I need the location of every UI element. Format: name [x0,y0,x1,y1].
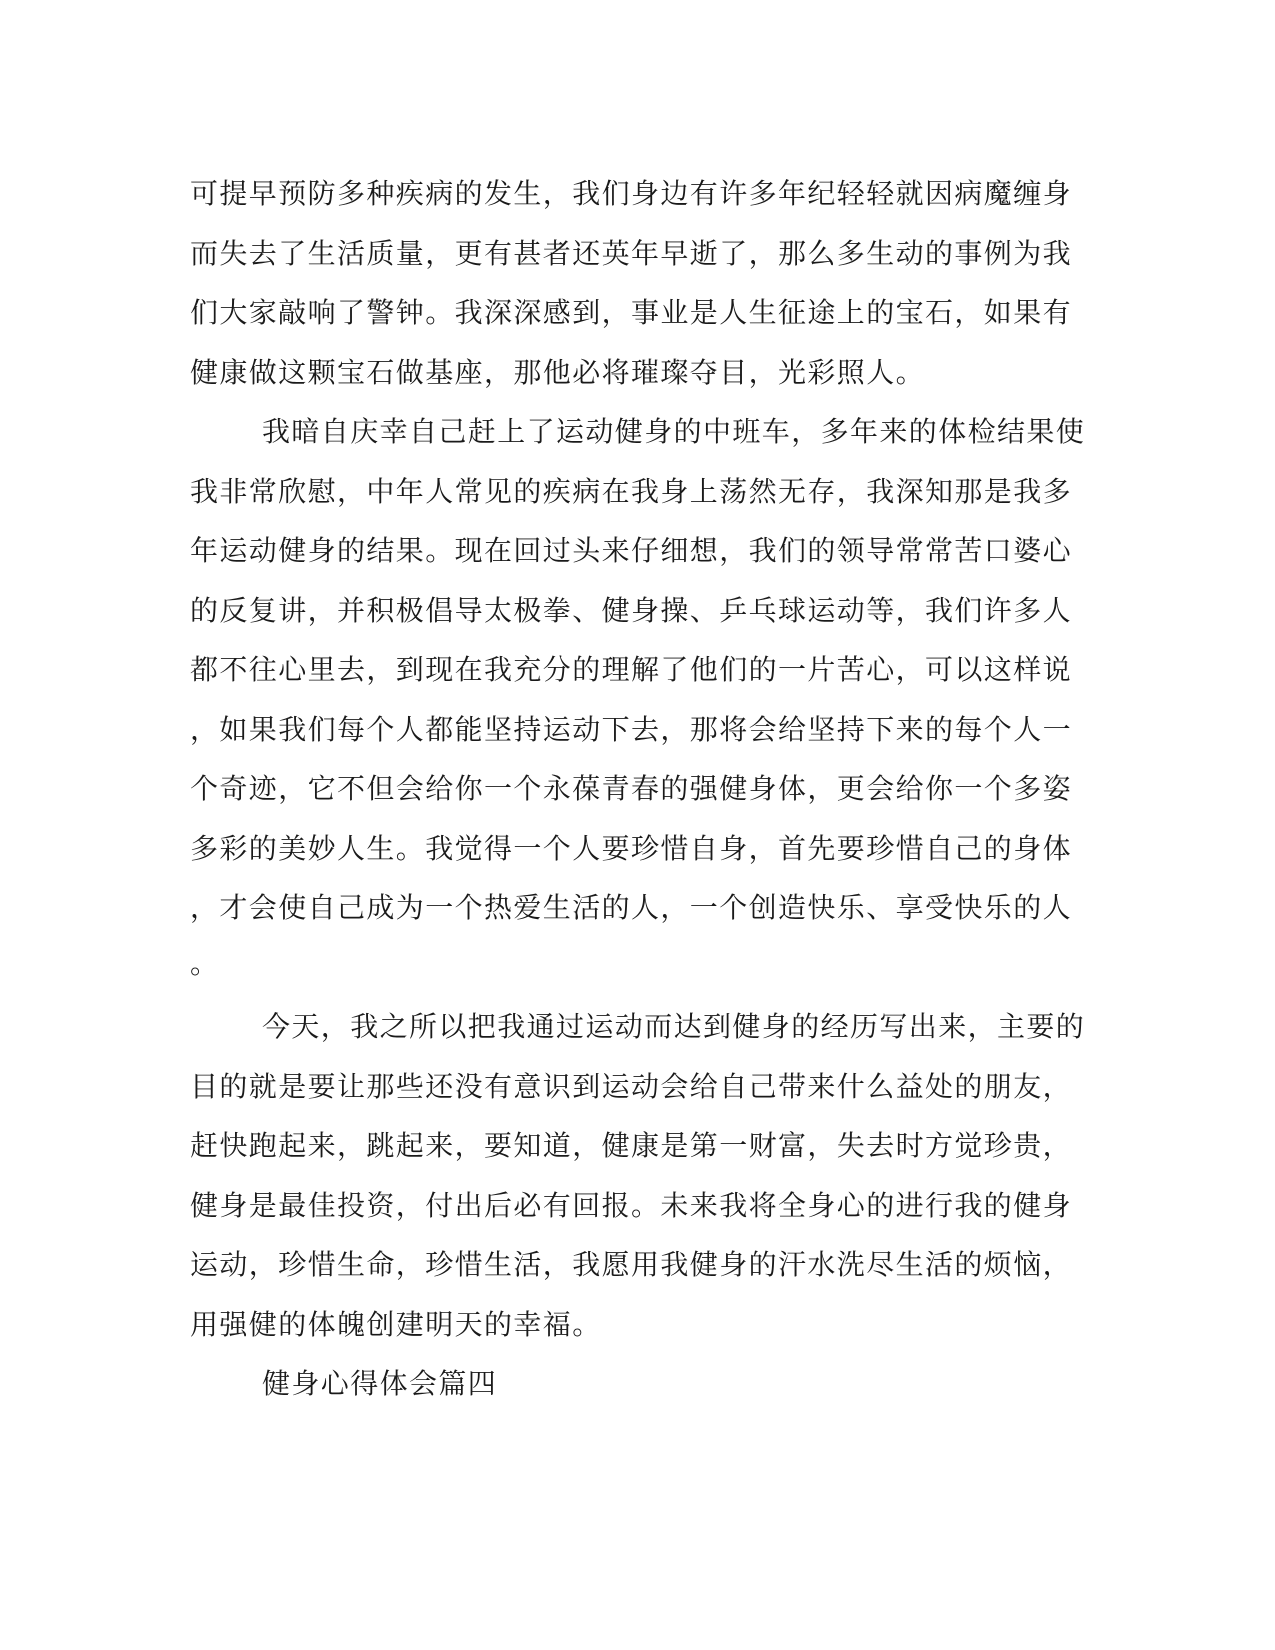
paragraph-line: 的反复讲，并积极倡导太极拳、健身操、乒乓球运动等，我们许多人 [190,594,1073,627]
paragraph-line: 用强健的体魄创建明天的幸福。 [190,1308,602,1341]
paragraph-line: 运动，珍惜生命，珍惜生活，我愿用我健身的汗水洗尽生活的烦恼， [190,1248,1073,1281]
paragraph-line: 健身是最佳投资，付出后必有回报。未来我将全身心的进行我的健身 [190,1189,1073,1222]
paragraph-line: 健康做这颗宝石做基座，那他必将璀璨夺目，光彩照人。 [190,356,926,389]
paragraph-line: ，如果我们每个人都能坚持运动下去，那将会给坚持下来的每个人一 [190,713,1073,746]
paragraph-line: 。 [190,947,220,980]
paragraph-line: 年运动健身的结果。现在回过头来仔细想，我们的领导常常苦口婆心 [190,534,1073,567]
paragraph-line: ，才会使自己成为一个热爱生活的人，一个创造快乐、享受快乐的人 [190,891,1073,924]
paragraph-line: 个奇迹，它不但会给你一个永葆青春的强健身体，更会给你一个多姿 [190,772,1073,805]
section-heading: 健身心得体会篇四 [262,1367,498,1400]
paragraph-line: 赶快跑起来，跳起来，要知道，健康是第一财富，失去时方觉珍贵， [190,1129,1073,1162]
paragraph-line: 多彩的美妙人生。我觉得一个人要珍惜自身，首先要珍惜自己的身体 [190,832,1073,865]
paragraph-line: 们大家敲响了警钟。我深深感到，事业是人生征途上的宝石，如果有 [190,296,1073,329]
paragraph-line: 可提早预防多种疾病的发生，我们身边有许多年纪轻轻就因病魔缠身 [190,177,1073,210]
paragraph-line: 目的就是要让那些还没有意识到运动会给自己带来什么益处的朋友， [190,1070,1073,1103]
paragraph-line: 我非常欣慰，中年人常见的疾病在我身上荡然无存，我深知那是我多 [190,475,1073,508]
paragraph-line: 我暗自庆幸自己赶上了运动健身的中班车，多年来的体检结果使 [262,415,1086,448]
paragraph-line: 都不往心里去，到现在我充分的理解了他们的一片苦心，可以这样说 [190,653,1073,686]
paragraph-line: 而失去了生活质量，更有甚者还英年早逝了，那么多生动的事例为我 [190,237,1073,270]
paragraph-line: 今天，我之所以把我通过运动而达到健身的经历写出来，主要的 [262,1010,1086,1043]
